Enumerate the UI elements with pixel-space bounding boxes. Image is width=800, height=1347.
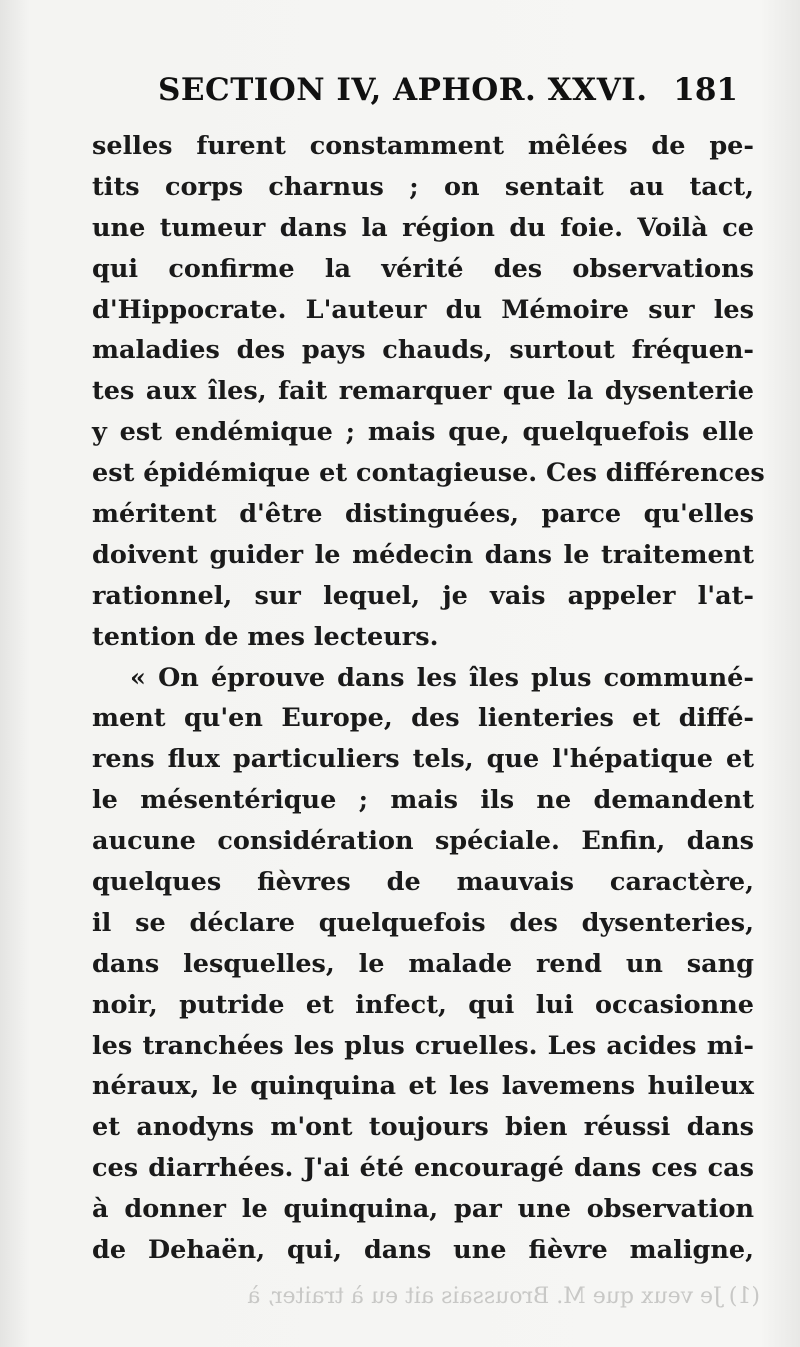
text-line: rationnel, sur lequel, je vais appeler l'at- [92,580,754,611]
text-line: ces diarrhées. J'ai été encouragé dans ces cas [92,1153,754,1184]
text-line: une tumeur dans la région du foie. Voilà ce [92,212,754,243]
page-number: 181 [673,72,738,108]
text-line: dans lesquelles, le malade rend un sang [92,948,754,979]
text-line: noir, putride et infect, qui lui occasionne [92,989,754,1020]
running-head: SECTION IV, APHOR. XXVI. [158,72,648,108]
text-line: selles furent constamment mêlées de pe- [92,131,754,161]
text-line: rens flux particuliers tels, que l'hépatique et [92,744,754,775]
text-line: « On éprouve dans les îles plus communé- [130,662,754,693]
page-header [150,72,750,112]
text-line: tits corps charnus ; on sentait au tact, [92,171,754,202]
text-line: d'Hippocrate. L'auteur du Mémoire sur les [92,294,754,325]
body-text [92,126,765,1271]
text-line: et anodyns m'ont toujours bien réussi dans [92,1112,754,1143]
text-line: y est endémique ; mais que, quelquefois elle [92,417,754,448]
text-line: méritent d'être distinguées, parce qu'elles [92,499,754,530]
text-line: il se déclare quelquefois des dysenteries, [92,907,754,938]
text-line: de Dehaën, qui, dans une fièvre maligne, [92,1235,754,1266]
text-line: doivent guider le médecin dans le traitement [92,539,754,570]
text-line: est épidémique et contagieuse. Ces différences [92,458,765,489]
text-line: aucune considération spéciale. Enfin, dans [92,826,754,857]
text-line: ment qu'en Europe, des lienteries et diffé- [92,703,754,734]
text-line: maladies des pays chauds, surtout fréquen- [92,335,754,366]
text-line: à donner le quinquina, par une observation [92,1194,754,1225]
text-line: qui confirme la vérité des observations [92,253,754,284]
text-line: le mésentérique ; mais ils ne demandent [92,785,754,816]
text-line: les tranchées les plus cruelles. Les acides mi- [92,1030,754,1061]
text-line: néraux, le quinquina et les lavemens huileux [92,1071,754,1102]
bleed-through-footnote: (1) Je veux que M. Broussais ait eu à traiter, à [247,1284,760,1309]
text-line: quelques fièvres de mauvais caractère, [92,867,754,898]
text-line: tention de mes lecteurs. [92,621,439,652]
text-line: tes aux îles, fait remarquer que la dysenterie [92,376,754,407]
